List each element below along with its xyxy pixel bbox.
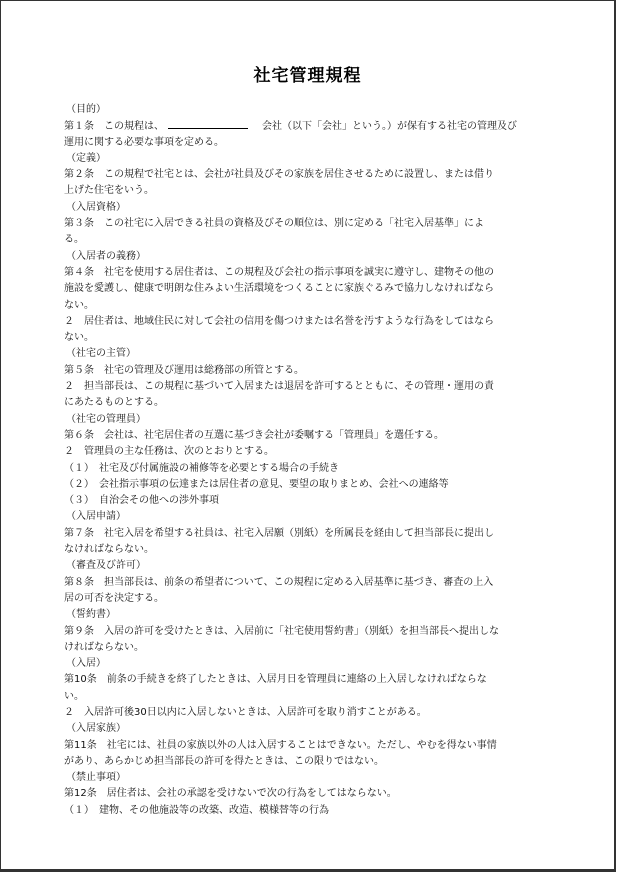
article-line: 第８条 担当部長は、前条の希望者について、この規程に定める入居基準に基づき、審査の上入 [64,576,494,588]
article-line: 第12条 居住者は、会社の承認を受けないで次の行為をしてはならない。 [64,788,397,800]
article-caption: （社宅の主管） [66,348,136,360]
article-text: 第１条 この規程は、 [64,121,164,133]
article-line: なければならない。 [64,544,154,556]
article-line: 居の可否を決定する。 [64,592,164,604]
document-body [64,102,559,819]
article-line: ２ 入居許可後30日以内に入居しないときは、入居許可を取り消すことがある。 [64,706,427,718]
article-line: 第６条 会社は、社宅居住者の互選に基づき会社が委嘱する「管理員」を選任する。 [64,429,444,441]
article-line: ２ 管理員の主な任務は、次のとおりとする。 [64,446,274,458]
article-caption: （社宅の管理員） [66,413,146,425]
article-line: 第10条 前条の手続きを終了したときは、入居月日を管理員に連絡の上入居しなければならな [64,674,487,686]
article-line: 第４条 社宅を使用する居住者は、この規程及び会社の指示事項を誠実に遵守し、建物その他の [64,266,494,278]
article-line: 第７条 社宅入居を希望する社員は、社宅入居願（別紙）を所属長を経由して担当部長に提出し [64,527,494,539]
article-line: る。 [64,234,84,246]
article-line: （１） 社宅及び付属施設の補修等を必要とする場合の手続き [64,462,339,474]
article-caption: （入居申請） [66,511,126,523]
article-caption: （入居者の義務） [66,250,146,262]
article-line: 第９条 入居の許可を受けたときは、入居前に「社宅使用誓約書」（別紙）を担当部長へ提出しな [64,625,499,637]
article-caption: （誓約書） [66,609,116,621]
article-line: ない。 [64,332,94,344]
article-line: があり、あらかじめ担当部長の許可を得たときは、この限りではない。 [64,755,384,767]
article-caption: （禁止事項） [66,772,126,784]
article-line: 第３条 この社宅に入居できる社員の資格及びその順位は、別に定める「社宅入居基準」によ [64,218,484,230]
article-line: 上げた住宅をいう。 [64,185,154,197]
page-title: 社宅管理規程 [253,66,362,86]
article-caption: （審査及び許可） [66,560,146,572]
article-line: 運用に関する必要な事項を定める。 [64,136,224,148]
article-line: 第５条 社宅の管理及び運用は総務部の所管とする。 [64,364,304,376]
article-line: 第11条 社宅には、社員の家族以外の人は入居することはできない。ただし、やむを得ない事情 [64,739,497,751]
article-line: （３） 自治会その他への渉外事項 [64,495,219,507]
article-line: （２） 会社指示事項の伝達または居住者の意見、要望の取りまとめ、会社への連絡等 [64,478,449,490]
article-lines [64,151,559,819]
article-caption: （定義） [66,152,106,164]
article-line: ない。 [64,299,94,311]
article-line: （１） 建物、その他施設等の改築、改造、模様替等の行為 [64,804,329,816]
article-line: 施設を愛護し、健康で明朗な住みよい生活環境をつくることに家族ぐるみで協力しなければなら [64,283,494,295]
article-line [64,118,559,134]
article-line: 第２条 この規程で社宅とは、会社が社員及びその家族を居住させるために設置し、または借り [64,169,494,181]
article-caption: （入居） [66,658,106,670]
article-line: ければならない。 [64,641,144,653]
article-caption: （目的） [66,104,106,115]
article-line: ２ 担当部長は、この規程に基づいて入居または退居を許可するとともに、その管理・運用の責 [64,381,494,393]
article-text: 会社（以下「会社」という。）が保有する社宅の管理及び [252,121,517,133]
article-caption: （入居資格） [66,201,126,213]
company-name-blank[interactable] [168,118,248,129]
article-caption: （入居家族） [66,723,126,735]
article-line: ２ 居住者は、地域住民に対して会社の信用を傷つけまたは名誉を汚すような行為をしてはなら [64,315,494,327]
article-line: にあたるものとする。 [64,397,164,409]
article-line: い。 [64,690,84,702]
